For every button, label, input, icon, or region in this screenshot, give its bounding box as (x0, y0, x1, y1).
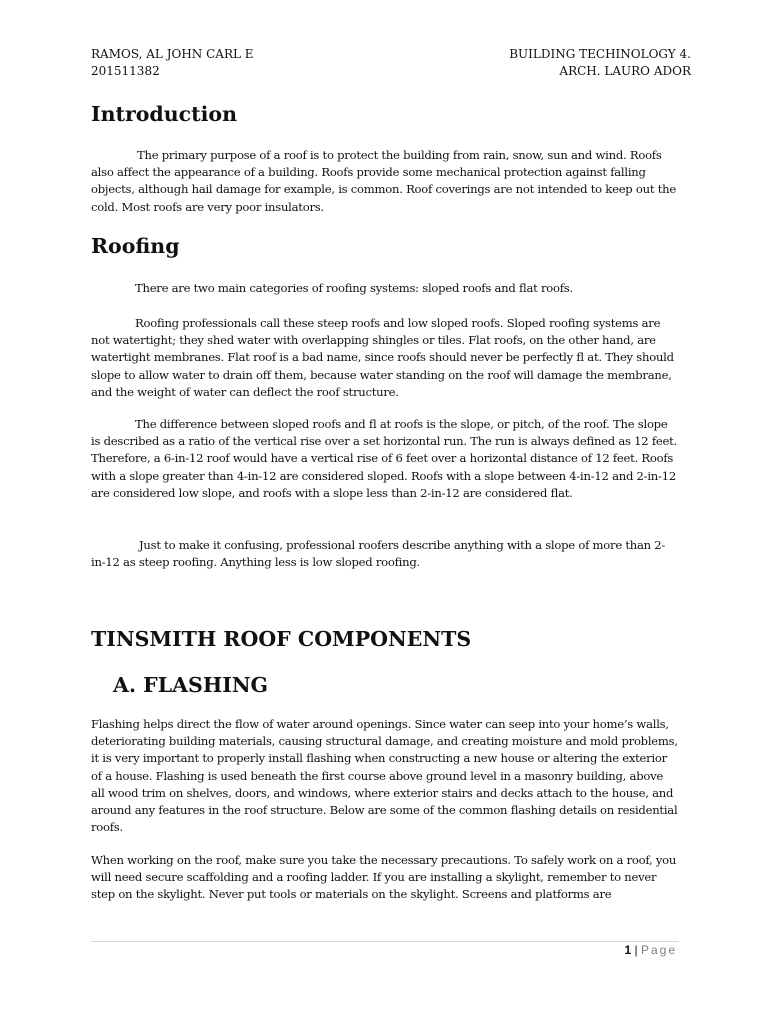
flashing-paragraph-1: Flashing helps direct the flow of water around openings. Since water can seep into your home’s walls, deteriorating building materials, causing structural damage, and creating moisture and mold problems, it is very important to properly install flashing when constructing a new house or altering the exterior of a house. Flashing is used beneath the first course above ground level in a masonry building, above all wood trim on shelves, doors, and windows, where exterior stairs and decks attach to the house, and around any features in the roof structure. Below are some of the common flashing details on residential roofs. (91, 717, 678, 835)
footer-divider (91, 941, 679, 942)
page-label: Page (640, 943, 677, 957)
course-title: BUILDING TECHINOLOGY 4. (509, 47, 691, 61)
roofing-paragraph-4: Just to make it confusing, professional roofers describe anything with a slope of more than 2-in-12 as steep roofing. Anything less is low sloped roofing. (91, 538, 666, 570)
page-number: 1 (624, 943, 632, 957)
student-name: RAMOS, AL JOHN CARL E (91, 47, 254, 61)
tinsmith-heading: TINSMITH ROOF COMPONENTS (91, 627, 472, 651)
header-right (509, 46, 691, 80)
student-id: 201511382 (91, 64, 160, 78)
roofing-paragraph-3: The difference between sloped roofs and fl at roofs is the slope, or pitch, of the roof. The slope is described as a ratio of the vertical rise over a set horizontal run. The run is always defined as 12 feet. Therefore, a 6-in-12 roof would have a vertical rise of 6 feet over a horizontal distance of 12 feet. Roofs with a slope greater than 4-in-12 are considered sloped. Roofs with a slope between 4-in-12 and 2-in-12 are considered low slope, and roofs with a slope less than 2-in-12 are considered flat. (91, 417, 677, 500)
roofing-paragraph-2: Roofing professionals call these steep roofs and low sloped roofs. Sloped roofing systems are not watertight; they shed water with overlapping shingles or tiles. Flat roofs, on the other hand, are watertight membranes. Flat roof is a bad name, since roofs should never be perfectly fl at. They should slope to allow water to drain off them, because water standing on the roof will damage the membrane, and the weight of water can deflect the roof structure. (91, 316, 674, 399)
intro-paragraph: The primary purpose of a roof is to protect the building from rain, snow, sun and wind. Roofs also affect the appearance of a building. Roofs provide some mechanical protection against falling objects, although hail damage for example, is common. Roof coverings are not intended to keep out the cold. Most roofs are very poor insulators. (91, 148, 676, 214)
flashing-paragraph-2: When working on the roof, make sure you take the necessary precautions. To safely work on a roof, you will need secure scaffolding and a roofing ladder. If you are installing a skylight, remember to never step on the skylight. Never put tools or materials on the skylight. Screens and platforms are (91, 853, 677, 902)
flashing-heading: A. FLASHING (113, 673, 269, 697)
instructor-name: ARCH. LAURO ADOR (559, 64, 691, 78)
footer-separator: | (634, 943, 638, 957)
header-left (91, 46, 254, 80)
page-footer (624, 943, 677, 957)
roofing-heading: Roofing (91, 234, 180, 258)
intro-heading: Introduction (91, 102, 237, 126)
roofing-paragraph-1: There are two main categories of roofing systems: sloped roofs and flat roofs. (135, 281, 573, 295)
